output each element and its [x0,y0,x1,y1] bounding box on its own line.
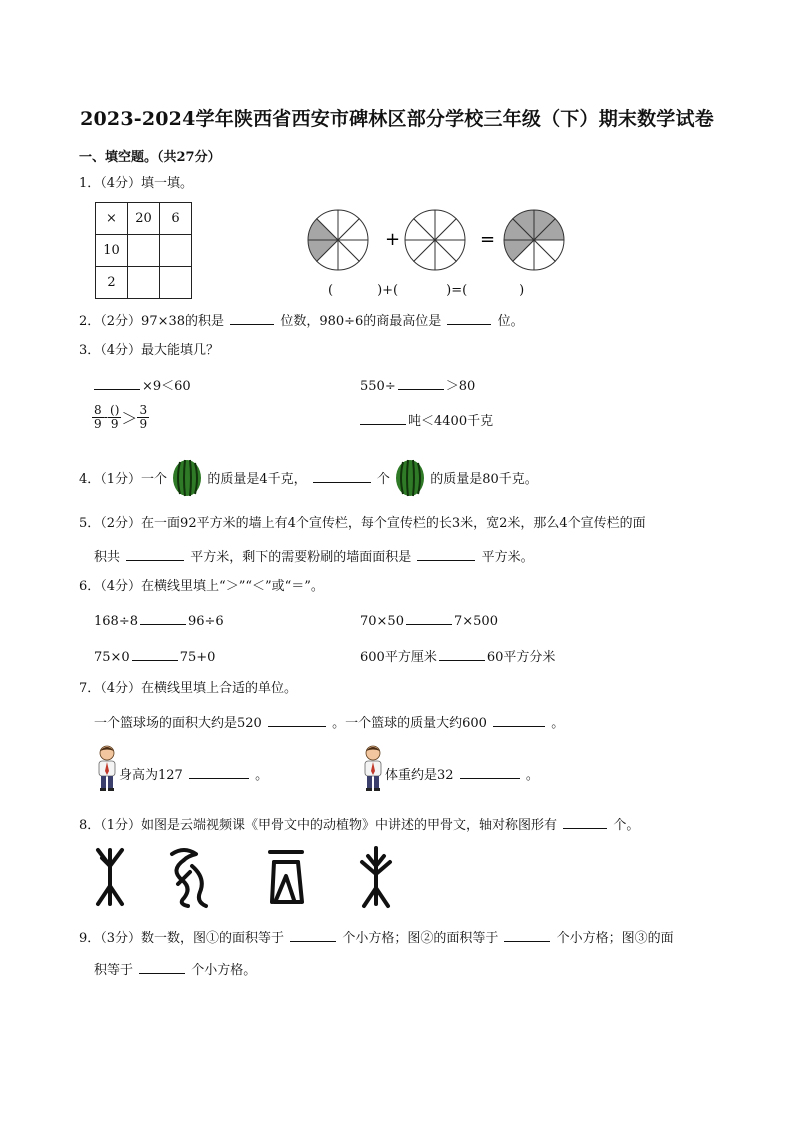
oracle-character-tree-icon [98,850,122,904]
watermelon-icon [171,458,203,498]
boy-icon [95,744,119,792]
question-1-stem: 1．（4分）填一填。 [79,176,194,191]
oracle-character-grain-icon [270,852,302,902]
answer-blank[interactable] [313,470,371,483]
watermelon-icon [394,458,426,498]
answer-blank[interactable] [268,714,326,727]
table-cell-blank[interactable] [160,235,192,267]
page-title: 2023-2024学年陕西省西安市碑林区部分学校三年级（下）期末数学试卷 [80,108,714,130]
answer-blank[interactable] [398,377,444,390]
answer-blank[interactable] [493,714,545,727]
question-6-item-4: 600平方厘米 60平方分米 [360,650,556,665]
question-5-line-1: 5．（2分）在一面92平方米的墙上有4个宣传栏，每个宣传栏的长3米，宽2米，那么4个宣传栏的面 [79,516,646,531]
oracle-bone-characters-figure [92,844,402,910]
answer-blank[interactable] [189,766,249,779]
answer-blank[interactable] [126,548,184,561]
answer-blank[interactable] [132,648,178,661]
question-6-item-1: 168÷8 96÷6 [94,614,224,629]
plus-sign: + [385,229,401,250]
equals-sign: = [480,229,496,250]
question-6-item-2: 70×50 7×500 [360,614,498,629]
question-9-line-2: 积等于 个小方格。 [94,963,257,978]
answer-blank[interactable] [406,612,452,625]
question-7-line-3: 体重约是32 。 [385,768,539,783]
fraction-circle-3 [504,210,564,270]
multiplication-table [95,202,192,299]
table-corner: × [96,203,128,235]
question-3-item-4: 吨＜4400千克 [360,412,493,430]
answer-blank[interactable] [139,961,185,974]
answer-blank[interactable] [563,816,607,829]
question-3-item-3: $\frac{8}{9}$ - $\frac{()}{9}$ ＞ $\frac{3}{9}$ [94,403,148,431]
question-7-line-2: 身高为127 。 [119,768,269,783]
question-2: 2．（2分）97×38的积是 位数，980÷6的商最高位是 位。 [79,314,524,329]
answer-blank[interactable] [417,548,475,561]
answer-blank[interactable] [230,312,274,325]
question-7-line-1: 一个篮球场的面积大约是520 。一个篮球的质量大约600 。 [94,716,565,731]
answer-blank[interactable] [360,412,406,425]
answer-blank[interactable] [140,612,186,625]
answer-blank[interactable] [447,312,491,325]
answer-blank[interactable] [94,377,140,390]
answer-blank[interactable] [290,929,336,942]
question-3-item-2: 550÷ ＞80 [360,379,476,394]
answer-blank[interactable] [504,929,550,942]
fraction-circle-2 [405,210,465,270]
table-row-header: 2 [96,267,128,299]
question-7-stem: 7．（4分）在横线里填上合适的单位。 [79,681,298,696]
table-cell-blank[interactable] [128,235,160,267]
fraction-answer-row: ( )+( )=( ) [328,283,525,298]
question-6-stem: 6．（4分）在横线里填上“＞”“＜”或“＝”。 [79,579,324,594]
table-cell-blank[interactable] [160,267,192,299]
section-heading-fill-blank: 一、填空题。（共27分） [79,150,221,165]
question-3-stem: 3．（4分）最大能填几？ [79,343,220,358]
fraction-circles-figure [300,200,600,280]
oracle-character-plant-icon [362,848,390,906]
answer-blank[interactable] [439,648,485,661]
answer-blank[interactable] [460,766,520,779]
fraction-circle-1 [308,210,368,270]
table-cell-blank[interactable] [128,267,160,299]
table-col-header: 20 [128,203,160,235]
question-6-item-3: 75×0 75+0 [94,650,216,665]
oracle-character-bird-icon [172,850,206,906]
fraction-blank[interactable]: $\frac{()}{9}$ [110,403,120,431]
question-8: 8．（1分）如图是云端视频课《甲骨文中的动植物》中讲述的甲骨文，轴对称图形有 个。 [79,818,640,833]
question-4: 4．（1分）一个 的质量是4千克， 个 的质量是80千克。 [79,470,538,488]
question-9-line-1: 9．（3分）数一数，图①的面积等于 个小方格；图②的面积等于 个小方格；图③的面 [79,931,674,946]
question-3-item-1: ×9＜60 [94,377,191,395]
table-row-header: 10 [96,235,128,267]
boy-icon [361,744,385,792]
question-5-line-2: 积共 平方米，剩下的需要粉刷的墙面面积是 平方米。 [94,550,534,565]
table-col-header: 6 [160,203,192,235]
